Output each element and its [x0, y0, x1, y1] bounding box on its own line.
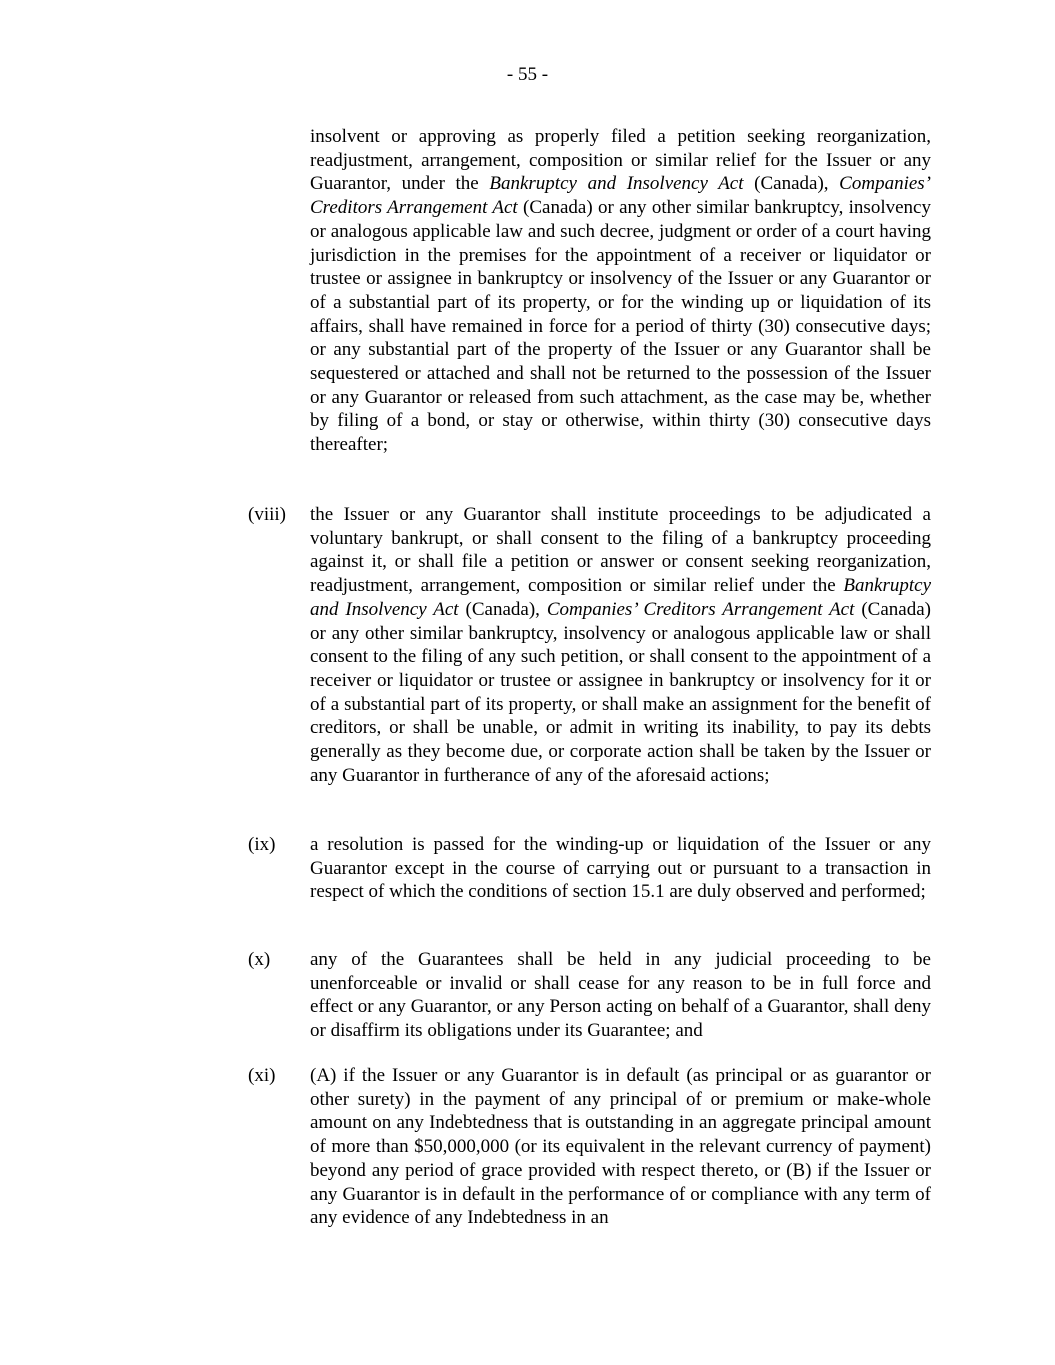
- continuation-text-1: insolvent or approving as properly filed a petition seeking reorganization, readjustment, arrangement, composition or similar relief for the Issuer or any Guarantor, under the: [310, 126, 931, 195]
- act-title-ccaa: Companies’ Creditors Arrangement Act: [546, 598, 855, 620]
- act-title-ccaa: Companies’ Creditors Arrangement Act: [310, 173, 931, 219]
- item-label-xi: (xi): [248, 1065, 276, 1086]
- continuation-text-2: (Canada),: [743, 173, 840, 195]
- item-paragraph-xi: (A) if the Issuer or any Guarantor is in default (as principal or as guarantor or other surety) in the payment of any principal of or premium or make-whole amount on any Indebtedness that is outstanding in an aggregate principal amount of more than $50,000,000 (or its equivalent in the relevant currency of payment) beyond any period of grace provided with respect thereto, or (B) if the Issuer or any Guarantor is in default in the performance of or compliance with any term of any evidence of any Indebtedness in an: [310, 1065, 931, 1229]
- item-viii-text-3: (Canada) or any other similar bankruptcy, insolvency or analogous applicable law or shall consent to the filing of any such petition, or shall consent to the appointment of a receiver or liquidator or trustee or assignee in bankruptcy or insolvency for it or of a substantial part of its property, or shall make an assignment for the benefit of creditors, or shall be unable, or admit in writing its inability, to pay its debts generally as they become due, or corporate action shall be taken by the Issuer or any Guarantor in furtherance of any of the aforesaid actions;: [310, 598, 931, 786]
- continuation-paragraph: [310, 125, 931, 457]
- item-paragraph-ix: a resolution is passed for the winding-up or liquidation of the Issuer or any Guarantor except in the course of carrying out or pursuant to a transaction in respect of which the conditions of section 15.1 are duly observed and performed;: [310, 834, 931, 903]
- page-number: - 55 -: [506, 64, 549, 85]
- continuation-text-3: (Canada) or any other similar bankruptcy, insolvency or analogous applicable law and such decree, judgment or order of a court having jurisdiction in the premises for the appointment of a receiver or liquidator or trustee or assignee in bankruptcy or insolvency of the Issuer or any Guarantor or of a substantial part of its property, or for the winding up or liquidation of its affairs, shall have remained in force for a period of thirty (30) consecutive days; or any substantial part of the property of the Issuer or any Guarantor shall be sequestered or attached and shall not be returned to the possession of the Issuer or any Guarantor or released from such attachment, as the case may be, whether by filing of a bond, or stay or otherwise, within thirty (30) consecutive days thereafter;: [310, 197, 931, 456]
- item-paragraph-viii: [310, 503, 931, 787]
- act-title-bia: Bankruptcy and Insolvency Act: [489, 173, 744, 195]
- item-viii-text-2: (Canada),: [458, 598, 547, 620]
- item-viii-text-1: the Issuer or any Guarantor shall institute proceedings to be adjudicated a voluntary bankrupt, or shall consent to the filing of a bankruptcy proceeding against it, or shall file a petition or answer or consent seeking reorganization, readjustment, arrangement, composition or similar relief under the: [310, 504, 931, 597]
- item-label-viii: (viii): [248, 504, 286, 525]
- act-title-bia: Bankruptcy and Insolvency Act: [310, 575, 931, 620]
- item-label-ix: (ix): [248, 834, 276, 855]
- item-paragraph-x: any of the Guarantees shall be held in any judicial proceeding to be unenforceable or invalid or shall cease for any reason to be in full force and effect or any Guarantor, or any Person acting on behalf of a Guarantor, shall deny or disaffirm its obligations under its Guarantee; and: [310, 949, 931, 1042]
- item-label-x: (x): [248, 949, 271, 970]
